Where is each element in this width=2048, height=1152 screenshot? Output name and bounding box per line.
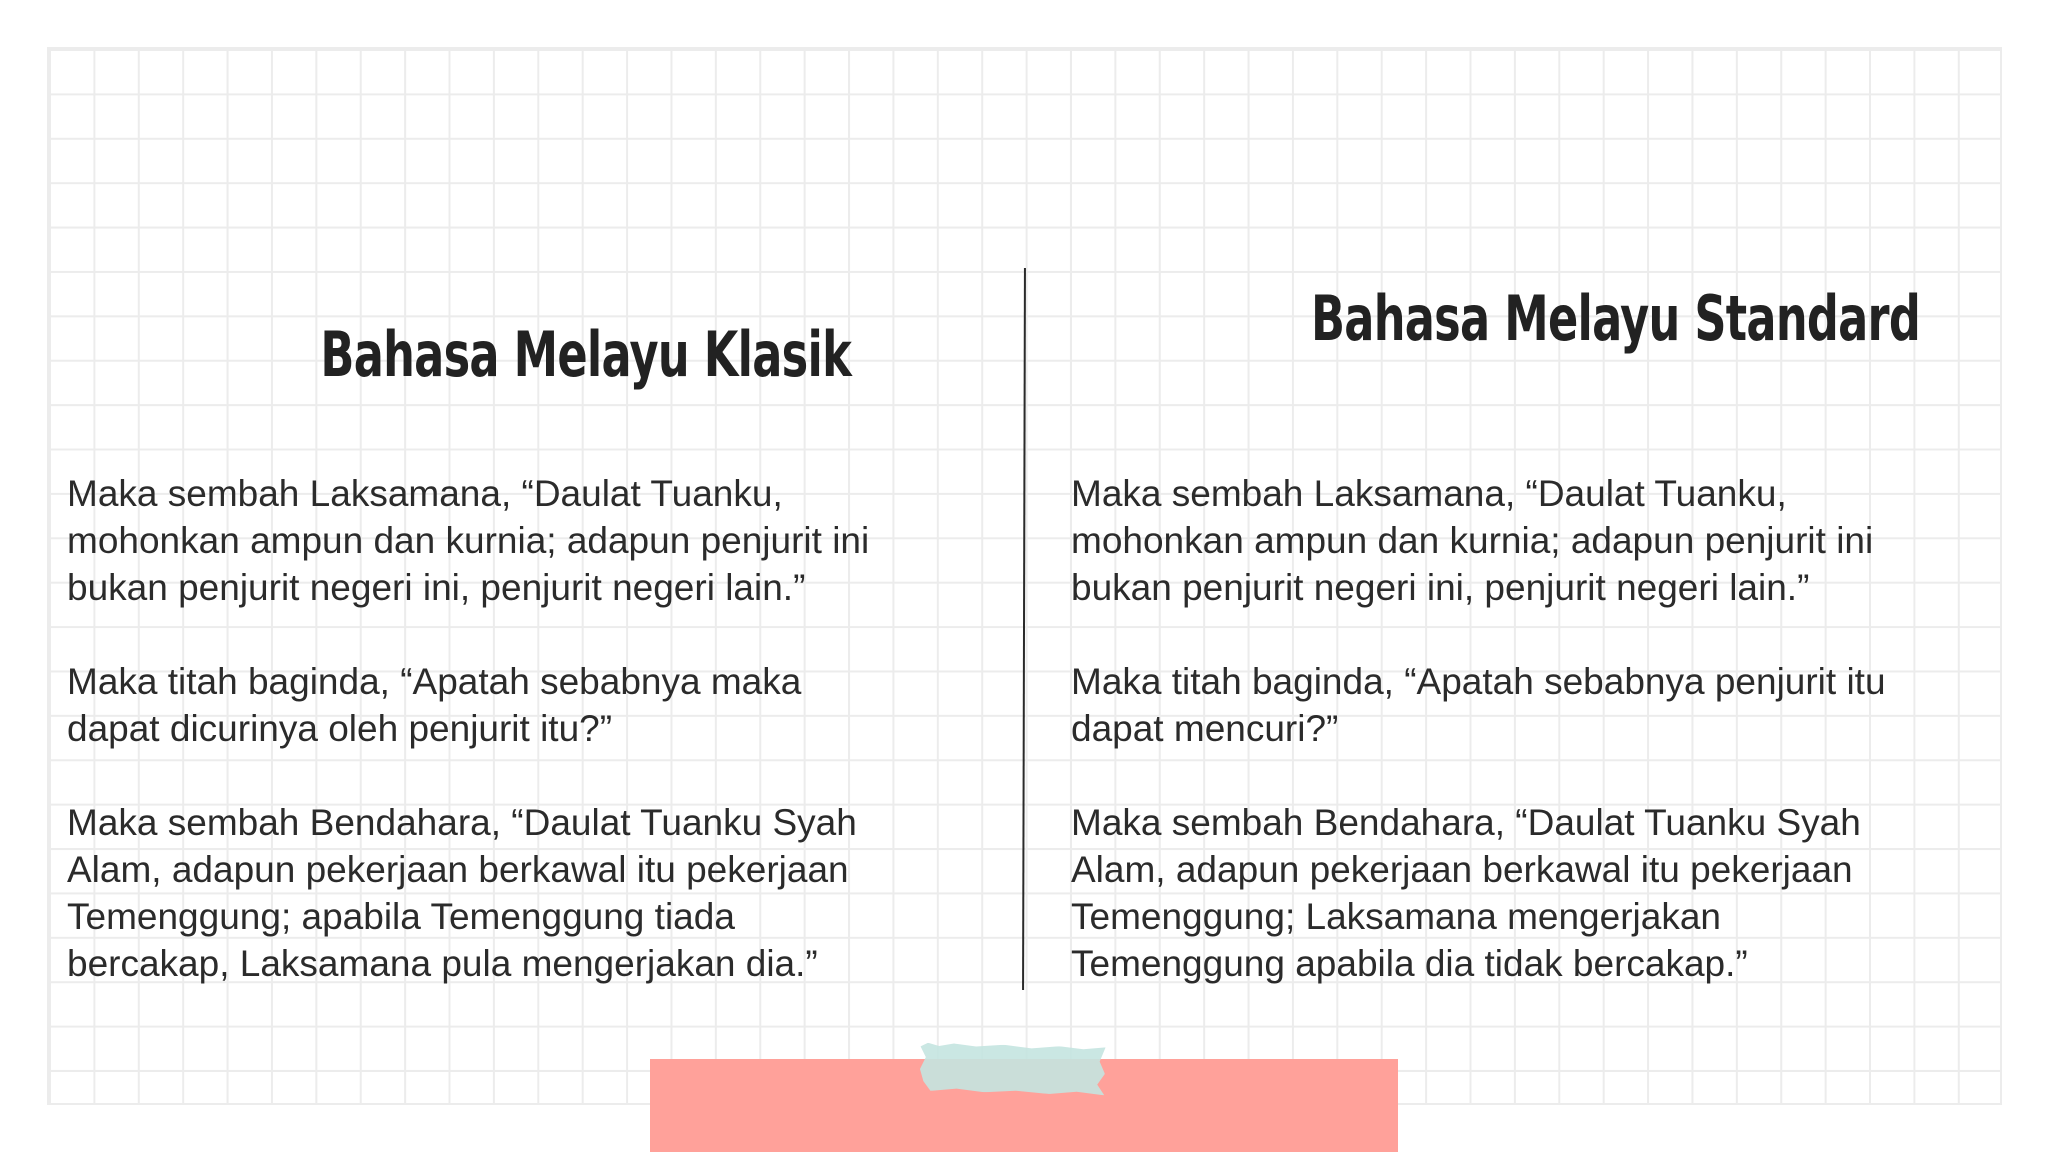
paragraph	[1071, 658, 2031, 752]
text-line: dapat dicurinya oleh penjurit itu?”	[67, 708, 613, 749]
text-line: dapat mencuri?”	[1071, 708, 1339, 749]
classical-malay-text	[67, 470, 1012, 1034]
text-line: Temenggung; apabila Temenggung tiada	[67, 896, 735, 937]
heading-standard-malay: Bahasa Melayu Standard	[1311, 282, 1921, 355]
paragraph	[67, 470, 1012, 611]
text-line: Maka titah baginda, “Apatah sebabnya maka	[67, 661, 802, 702]
text-line: Maka sembah Bendahara, “Daulat Tuanku Syah	[67, 802, 857, 843]
text-line: mohonkan ampun dan kurnia; adapun penjurit ini	[1071, 520, 1874, 561]
paragraph	[1071, 470, 2031, 611]
text-line: Maka sembah Laksamana, “Daulat Tuanku,	[1071, 473, 1787, 514]
paragraph	[67, 658, 1012, 752]
paragraph	[67, 799, 1012, 987]
text-line: Maka titah baginda, “Apatah sebabnya penjurit itu	[1071, 661, 1886, 702]
text-line: Temenggung apabila dia tidak bercakap.”	[1071, 943, 1748, 984]
text-line: bukan penjurit negeri ini, penjurit negeri lain.”	[67, 567, 806, 608]
standard-malay-text	[1071, 470, 2031, 1034]
washi-tape	[919, 1043, 1105, 1096]
text-line: Maka sembah Bendahara, “Daulat Tuanku Syah	[1071, 802, 1861, 843]
text-line: Temenggung; Laksamana mengerjakan	[1071, 896, 1721, 937]
text-line: Alam, adapun pekerjaan berkawal itu pekerjaan	[67, 849, 849, 890]
text-line: Alam, adapun pekerjaan berkawal itu pekerjaan	[1071, 849, 1853, 890]
paragraph	[1071, 799, 2031, 987]
text-line: bukan penjurit negeri ini, penjurit negeri lain.”	[1071, 567, 1810, 608]
text-line: bercakap, Laksamana pula mengerjakan dia.”	[67, 943, 818, 984]
heading-classical-malay: Bahasa Melayu Klasik	[320, 318, 852, 391]
text-line: Maka sembah Laksamana, “Daulat Tuanku,	[67, 473, 783, 514]
text-line: mohonkan ampun dan kurnia; adapun penjurit ini	[67, 520, 870, 561]
